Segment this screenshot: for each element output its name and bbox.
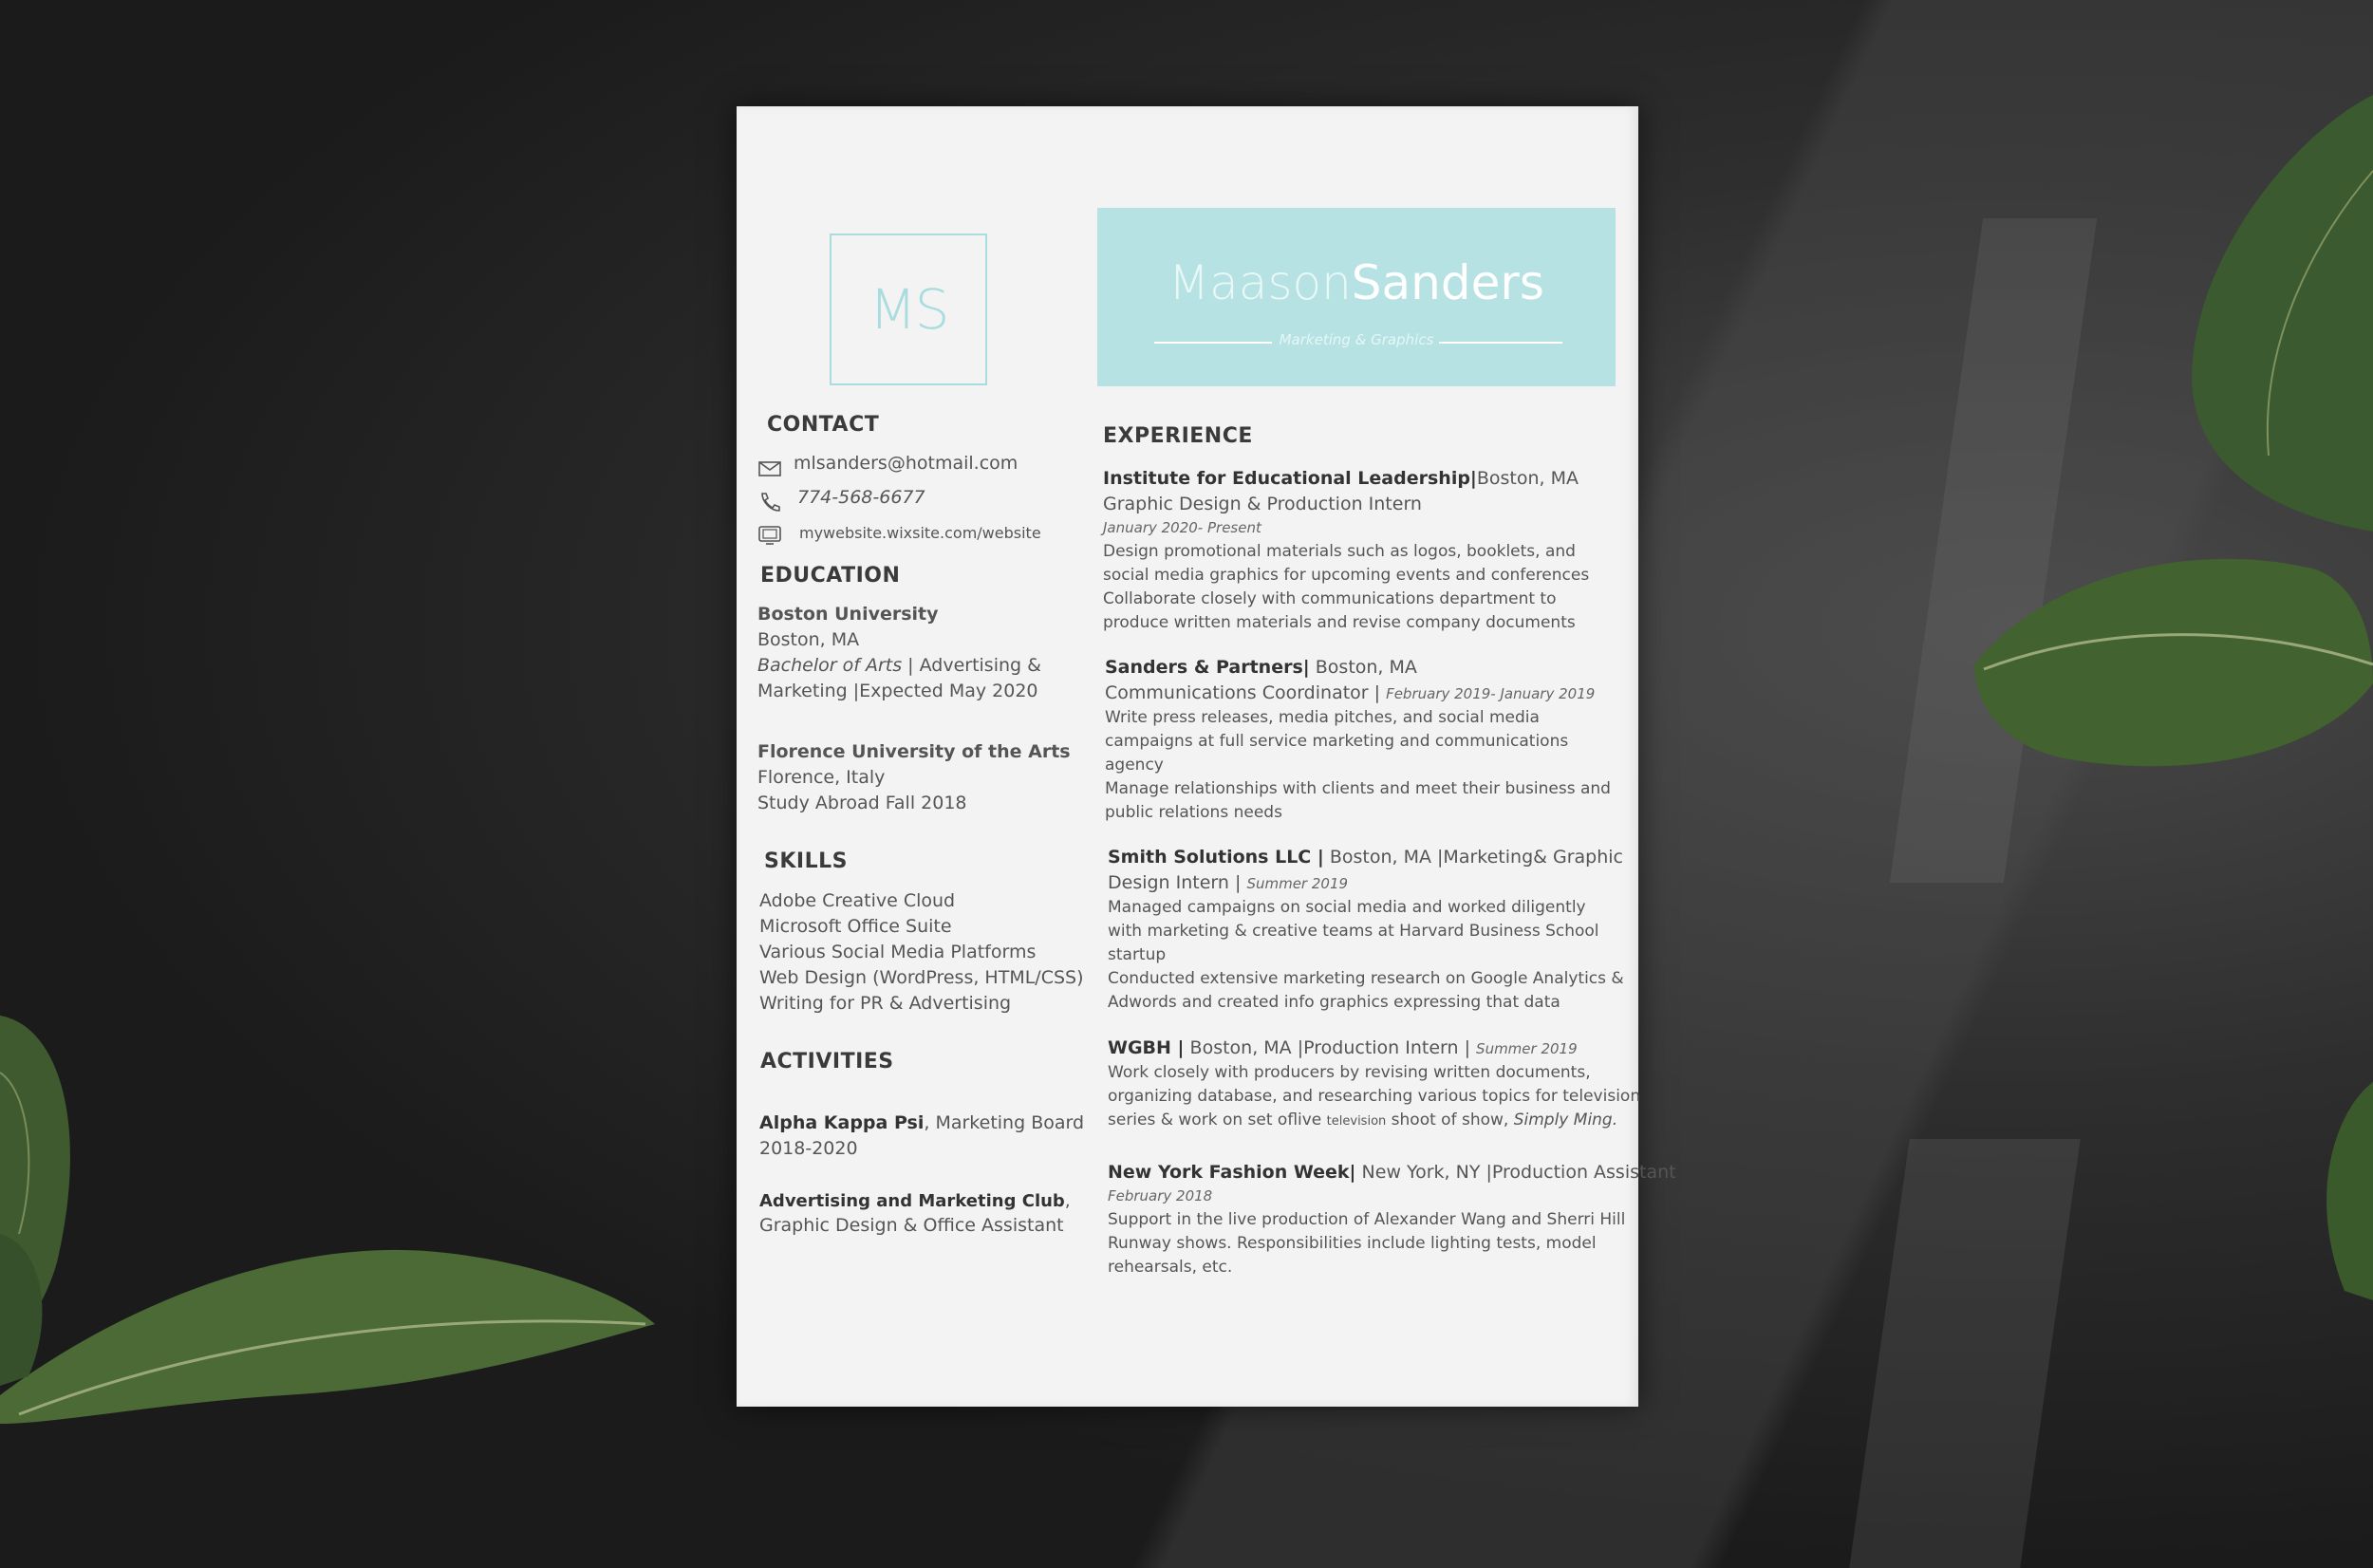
activity-2-org: Advertising and Marketing Club	[759, 1191, 1065, 1211]
job-1-desc-line: Design promotional materials such as logos, booklets, and	[1103, 542, 1576, 561]
activity-2-separator: ,	[1064, 1191, 1071, 1211]
skill-item: Writing for PR & Advertising	[759, 993, 1012, 1014]
degree-type: Bachelor of Arts	[757, 655, 903, 676]
job-2-desc-line: campaigns at full service marketing and communications	[1105, 732, 1569, 751]
job-2-date: February 2019- January 2019	[1386, 685, 1596, 702]
monitor-icon	[757, 525, 782, 546]
school-1-graduation: Marketing |Expected May 2020	[757, 681, 1038, 701]
activity-1-role: , Marketing Board	[924, 1112, 1085, 1133]
skill-item: Various Social Media Platforms	[759, 942, 1037, 962]
job-1-desc-line: social media graphics for upcoming events and conferences	[1103, 566, 1590, 585]
plant-leaves-right	[1955, 95, 2373, 1329]
job-1-org: Institute for Educational Leadership|	[1103, 468, 1477, 489]
activity-1-org: Alpha Kappa Psi	[759, 1112, 925, 1133]
job-5-date: February 2018	[1108, 1187, 1213, 1204]
activity-2-role: Graphic Design & Office Assistant	[759, 1215, 1064, 1236]
job-4-org: WGBH |	[1108, 1037, 1185, 1058]
job-2-desc-line: agency	[1105, 756, 1164, 775]
job-3-org: Smith Solutions LLC |	[1108, 847, 1324, 868]
job-4-location: Boston, MA |Production Intern |	[1184, 1037, 1477, 1058]
activity-1	[759, 1111, 1084, 1136]
degree-major: | Advertising &	[902, 655, 1041, 676]
skills-heading: SKILLS	[764, 849, 848, 873]
school-2-detail: Study Abroad Fall 2018	[757, 793, 967, 813]
monogram-box	[830, 233, 987, 385]
job-3-title-line	[1108, 870, 1348, 897]
job-1-title: Graphic Design & Production Intern	[1103, 494, 1422, 514]
skill-item: Microsoft Office Suite	[759, 916, 952, 937]
job-4-desc-line: Work closely with producers by revising written documents,	[1108, 1063, 1591, 1082]
school-2-location: Florence, Italy	[757, 767, 886, 788]
job-5-desc-line: Support in the live production of Alexander Wang and Sherri Hill	[1108, 1210, 1626, 1229]
job-3-location: Boston, MA |Marketing& Graphic	[1323, 847, 1623, 868]
last-name: Sanders	[1351, 255, 1544, 310]
monogram: MS	[869, 277, 948, 342]
subtitle: Marketing & Graphics	[1279, 331, 1434, 348]
job-3-title: Design Intern |	[1108, 872, 1247, 893]
activities-heading: ACTIVITIES	[760, 1050, 894, 1073]
job-2-title: Communications Coordinator |	[1105, 682, 1387, 703]
job-1-location: Boston, MA	[1476, 468, 1579, 489]
job-4-date: Summer 2019	[1476, 1040, 1578, 1057]
job-5-org: New York Fashion Week|	[1108, 1162, 1356, 1183]
skill-item: Web Design (WordPress, HTML/CSS)	[759, 967, 1084, 988]
job-3-desc-line: Managed campaigns on social media and worked diligently	[1108, 898, 1586, 917]
first-name: Maason	[1168, 255, 1352, 310]
school-1-degree	[757, 653, 1041, 679]
job-3-desc-line: with marketing & creative teams at Harvard Business School	[1108, 922, 1599, 941]
school-2-name: Florence University of the Arts	[757, 741, 1071, 762]
job-3-desc-line: Adwords and created info graphics expressing that data	[1108, 993, 1560, 1012]
job-2-desc-line: Write press releases, media pitches, and social media	[1105, 708, 1540, 727]
job-4-desc-line	[1108, 1109, 1617, 1133]
job-2-title-line	[1105, 681, 1595, 707]
phone-icon	[757, 491, 782, 512]
subtitle-rule-right	[1439, 342, 1562, 344]
full-name	[1097, 255, 1616, 310]
job-1-header	[1103, 466, 1579, 492]
job-1-date: January 2020- Present	[1103, 519, 1261, 536]
activity-2	[759, 1188, 1071, 1214]
job-2-desc-line: Manage relationships with clients and meet their business and	[1105, 779, 1611, 798]
job-4-desc-line: organizing database, and researching various topics for television	[1108, 1087, 1641, 1106]
education-heading: EDUCATION	[760, 564, 901, 588]
job-2-header	[1105, 655, 1417, 681]
resume-paper	[737, 106, 1676, 1407]
job-3-header	[1108, 845, 1623, 870]
job-2-org: Sanders & Partners|	[1105, 657, 1310, 678]
job-4-show-name: Simply Ming.	[1513, 1111, 1618, 1129]
job-3-desc-line: Conducted extensive marketing research on Google Analytics &	[1108, 969, 1624, 988]
contact-heading: CONTACT	[767, 413, 880, 437]
contact-phone: 774-568-6677	[797, 487, 925, 508]
job-3-desc-line: startup	[1108, 945, 1167, 964]
name-banner	[1097, 208, 1616, 386]
job-1-desc-line: Collaborate closely with communications department to	[1103, 589, 1557, 608]
job-5-desc-line: Runway shows. Responsibilities include lighting tests, model	[1108, 1234, 1597, 1253]
job-4-line3-part: television	[1326, 1114, 1387, 1129]
job-1-desc-line: produce written materials and revise company documents	[1103, 613, 1576, 632]
email-icon	[757, 458, 782, 479]
job-5-desc-line: rehearsals, etc.	[1108, 1258, 1233, 1277]
plant-leaves-left	[0, 949, 683, 1443]
job-4-line3-part: shoot of show,	[1386, 1111, 1514, 1129]
job-2-location: Boston, MA	[1309, 657, 1417, 678]
school-1-name: Boston University	[757, 604, 939, 625]
job-5-location: New York, NY |Production Assistant	[1355, 1162, 1676, 1183]
contact-website: mywebsite.wixsite.com/website	[799, 524, 1041, 542]
job-5-header	[1108, 1160, 1676, 1185]
skill-item: Adobe Creative Cloud	[759, 890, 956, 911]
job-3-date: Summer 2019	[1246, 875, 1349, 892]
activity-1-years: 2018-2020	[759, 1138, 858, 1159]
contact-email: mlsanders@hotmail.com	[794, 453, 1018, 474]
job-4-line3-part: series & work on set oflive	[1108, 1111, 1327, 1129]
job-4-header	[1108, 1036, 1578, 1062]
job-2-desc-line: public relations needs	[1105, 803, 1282, 822]
school-1-location: Boston, MA	[757, 629, 860, 650]
experience-heading: EXPERIENCE	[1103, 424, 1253, 448]
